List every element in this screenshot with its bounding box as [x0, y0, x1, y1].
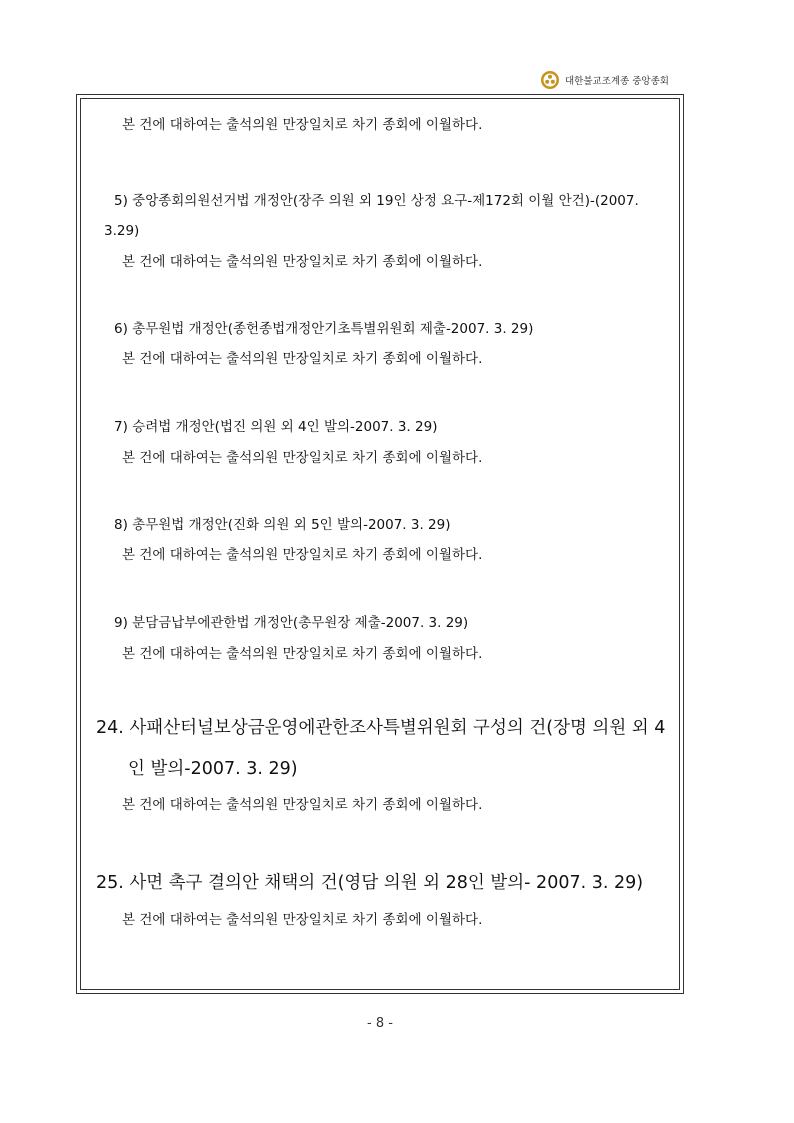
page-number: - 8 - [367, 1016, 393, 1031]
section-24-title-cont: 인 발의-2007. 3. 29) [128, 759, 298, 779]
item-6-result: 본 건에 대하여는 출석의원 만장일치로 차기 종회에 이월하다. [122, 351, 483, 367]
item-8-result: 본 건에 대하여는 출석의원 만장일치로 차기 종회에 이월하다. [122, 547, 483, 563]
item-result-text: 본 건에 대하여는 출석의원 만장일치로 차기 종회에 이월하다. [122, 117, 483, 133]
item-5-title-cont: 3.29) [104, 223, 140, 239]
section-24-result: 본 건에 대하여는 출석의원 만장일치로 차기 종회에 이월하다. [122, 797, 483, 813]
section-25-result: 본 건에 대하여는 출석의원 만장일치로 차기 종회에 이월하다. [122, 912, 483, 928]
page-header [540, 68, 669, 92]
item-5-title: 5) 중앙종회의원선거법 개정안(장주 의원 외 19인 상정 요구-제172회 이월 안건)-(2007. [114, 193, 639, 209]
organization-name: 대한불교조계종 중앙종회 [565, 76, 669, 87]
item-6-title: 6) 총무원법 개정안(종헌종법개정안기초특별위원회 제출-2007. 3. 29) [114, 321, 534, 337]
section-25-title: 25. 사면 촉구 결의안 채택의 건(영담 의원 외 28인 발의- 2007. 3. 29) [96, 873, 644, 893]
item-8-title: 8) 총무원법 개정안(진화 의원 외 5인 발의-2007. 3. 29) [114, 517, 451, 533]
item-5-result: 본 건에 대하여는 출석의원 만장일치로 차기 종회에 이월하다. [122, 254, 483, 270]
section-24-title: 24. 사패산터널보상금운영에관한조사특별위원회 구성의 건(장명 의원 외 4 [96, 718, 666, 738]
jogye-order-logo-icon [540, 70, 560, 90]
item-7-title: 7) 승려법 개정안(법진 의원 외 4인 발의-2007. 3. 29) [114, 419, 438, 435]
document-frame [76, 94, 684, 994]
item-9-title: 9) 분담금납부에관한법 개정안(총무원장 제출-2007. 3. 29) [114, 615, 469, 631]
item-7-result: 본 건에 대하여는 출석의원 만장일치로 차기 종회에 이월하다. [122, 450, 483, 466]
document-frame-inner-border [80, 98, 680, 990]
item-9-result: 본 건에 대하여는 출석의원 만장일치로 차기 종회에 이월하다. [122, 646, 483, 662]
